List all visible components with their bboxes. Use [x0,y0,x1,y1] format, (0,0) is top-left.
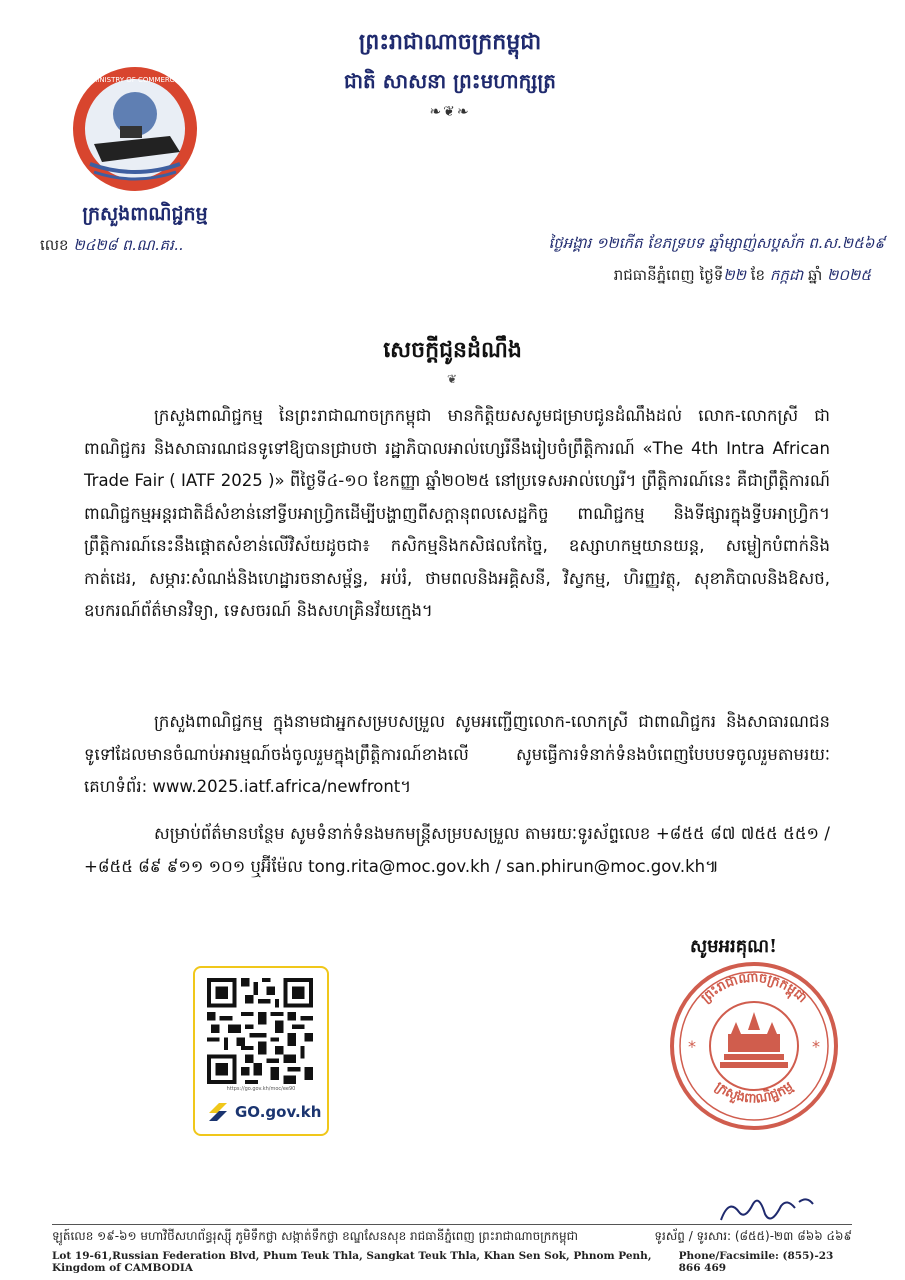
solar-year-label: ឆ្នាំ [807,266,823,284]
body-paragraph-1: ក្រសួងពាណិជ្ជកម្ម នៃព្រះរាជាណាចក្រកម្ពុជា មានកិត្តិយសសូមជម្រាបជូនដំណឹងដល់ លោក-លោកស្រី ជាពាណិជ្ជករ និងសាធារណជនទូទៅឱ្យបានជ្រាបថា រដ្ឋាភិបាលអាល់ហ្សេរីនឹងរៀបចំព្រឹត្តិការណ៍ «The 4th Intra African Trade Fair ( IATF 2025 )» ពីថ្ងៃទី៤-១០ ខែកញ្ញា ឆ្នាំ២០២៥ នៅប្រទេសអាល់ហ្សេរី។ ព្រឹត្តិការណ៍នេះ គឺជាព្រឹត្តិការណ៍ពាណិជ្ជកម្មអន្តរជាតិដ៏សំខាន់នៅទ្វីបអាហ្វ្រិកដើម្បីបង្ហាញពីសក្តានុពលសេដ្ឋកិច្ច ពាណិជ្ជកម្ម និងទីផ្សារក្នុងទ្វីបអាហ្វ្រិក។ ព្រឹត្តិការណ៍នេះនឹងផ្តោតសំខាន់លើវិស័យដូចជា៖ កសិកម្មនិងកសិផលកែច្នៃ, ឧស្សាហកម្មយានយន្ត, សម្លៀកបំពាក់និងកាត់ដេរ, សម្ភារៈសំណង់និងហេដ្ឋារចនាសម្ព័ន្ធ, អប់រំ, ថាមពលនិងអគ្គិសនី, វិស្វកម្ម, ហិរញ្ញវត្ថុ, សុខាភិបាលនិងឱសថ, ឧបករណ៍ព័ត៌មានវិទ្យា, ទេសចរណ៍ និងសហគ្រិនវ័យក្មេង។ [84,406,830,620]
reference-value: ២៤២៨ ព.ណ.គរ.. [73,236,184,254]
temple-emblem [720,1012,788,1068]
footer-english [52,1250,852,1274]
seal-bottom-text: ក្រសួងពាណិជ្ជកម្ម [711,1079,797,1107]
footer-phone-km: ទូរស័ព្ទ / ទូរសារ: (៨៥៥)-២៣ ៨៦៦ ៤៦៩ [654,1229,852,1243]
seal-star-left: * [688,1037,696,1056]
body-paragraph-3: សម្រាប់ព័ត៌មានបន្ថែម សូមទំនាក់ទំនងមកមន្ត្រីសម្របសម្រួល តាមរយៈទូរស័ព្ទលេខ +៨៥៥ ៨៧ ៧៥៥ ៥៥១ / +៨៥៥ ៨៩ ៩១១ ១០១ ឬអ៊ីម៉ែល tong.rita@moc.gov.kh / san.phirun@moc.gov.kh៕ [84,824,830,876]
lunar-date: ថ្ងៃអង្គារ ១២កើត ខែភទ្របទ ឆ្នាំម្សាញ់សប្តស័ក ព.ស.២៥៦៩ [548,234,885,252]
logo-text: MINISTRY OF COMMERCE [91,76,179,84]
reference-number [40,236,183,258]
solar-date [385,266,871,288]
reference-label: លេខ [40,236,69,254]
seal-top-text: ព្រះរាជាណាចក្រកម្ពុជា [698,970,810,1007]
qr-code[interactable] [207,978,313,1084]
gov-brand-text: GO.gov.kh [235,1103,322,1121]
solar-year: ២០២៥ [827,266,871,284]
footer-address-en: Lot 19-61,Russian Federation Blvd, Phum Teuk Thla, Sangkat Teuk Thla, Khan Sen Sok, Phnom Penh, Kingdom of CAMBODIA [52,1250,652,1274]
solar-prefix: រាជធានីភ្នំពេញ ថ្ងៃទី [613,266,724,284]
body-paragraph-2: ក្រសួងពាណិជ្ជកម្ម ក្នុងនាមជាអ្នកសម្របសម្រួល សូមអញ្ជើញលោក-លោកស្រី ជាពាណិជ្ជករ និងសាធារណជនទូទៅដែលមានចំណាប់អារម្មណ៍ចង់ចូលរួមក្នុងព្រឹត្តិការណ៍ខាងលើ សូមធ្វើការទំនាក់ទំនងបំពេញបែបបទចូលរួមតាមរយៈគេហទំព័រ: www.2025.iatf.africa/newfront។ [84,712,830,796]
ministry-name: ក្រសួងពាណិជ្ជកម្ម [82,203,208,225]
footer-divider [52,1224,852,1225]
qr-url[interactable]: https://go.gov.kh/moc/ee90 [226,1086,296,1092]
gov-brand [205,1098,321,1126]
solar-month-label: ខែ [750,266,766,284]
ornament-divider: ❧❦❧ [429,104,471,120]
title-ornament: ❦ [446,372,458,386]
footer-address-km: ឡូត៍លេខ ១៩-៦១ មហាវិថីសហព័ន្ធរុស្ស៊ី ភូមិទឹកថ្លា សង្កាត់ទឹកថ្លា ខណ្ឌសែនសុខ រាជធានីភ្នំពេញ ព្រះរាជាណាចក្រកម្ពុជា [52,1229,579,1243]
gov-logo-icon [205,1099,231,1125]
solar-day: ២២ [723,266,746,284]
official-seal [668,960,840,1132]
document-title: សេចក្តីជូនដំណឹង [383,338,522,363]
footer-khmer [52,1228,852,1246]
ministry-logo [72,66,198,192]
solar-month: កក្កដា [769,266,804,284]
closing-thanks: សូមអរគុណ! [690,936,778,957]
kingdom-heading: ព្រះរាជាណាចក្រកម្ពុជា [358,29,542,55]
footer-phone-en: Phone/Facsimile: (855)-23 866 469 [678,1250,834,1274]
qr-card[interactable] [193,966,329,1136]
seal-star-right: * [812,1037,820,1056]
national-motto: ជាតិ សាសនា ព្រះមហាក្សត្រ [344,69,556,93]
